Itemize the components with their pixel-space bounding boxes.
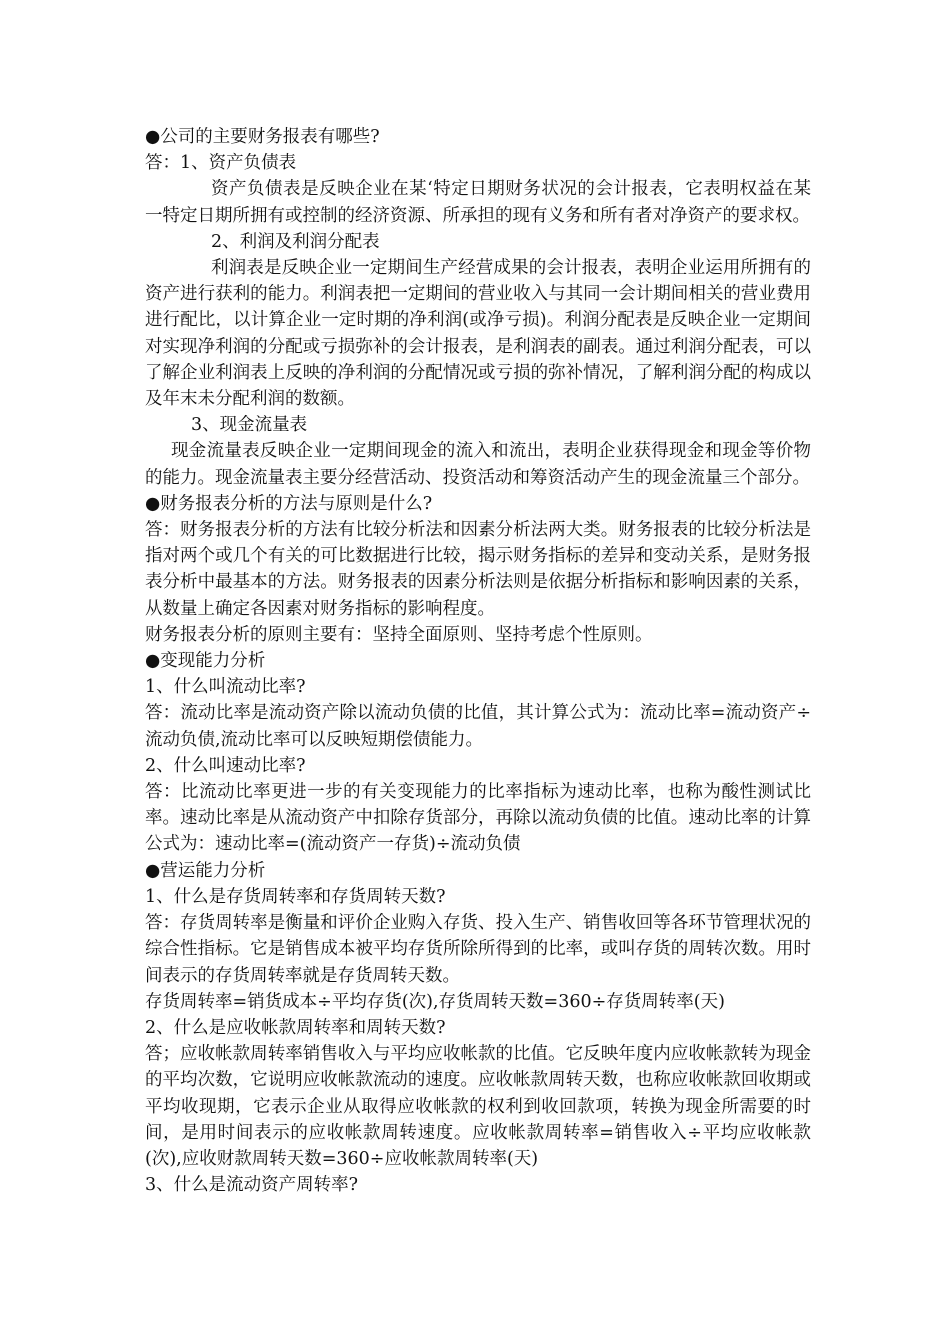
formula-inventory-turnover: 存货周转率=销货成本÷平均存货(次),存货周转天数=360÷存货周转率(天) bbox=[145, 991, 725, 1012]
item-income-statement: 2、利润及利润分配表 bbox=[211, 231, 380, 252]
paragraph-income-statement: 利润表是反映企业一定期间生产经营成果的会计报表，表明企业运用所拥有的资产进行获利的能力。利润表把一定期间的营业收入与其同一会计期间相关的营业费用进行配比，以计算企业一定时期的净利润(或净亏损)。利润分配表是反映企业一定期间对实现净利润的分配或亏损弥补的会计报表，是利润表的副表。通过利润分配表，可以了解企业利润表上反映的净利润的分配情况或亏损的弥补情况，了解利润分配的构成以及年末未分配利润的数额。 bbox=[145, 258, 811, 410]
paragraph-analysis-methods: 答：财务报表分析的方法有比较分析法和因素分析法两大类。财务报表的比较分析法是指对两个或几个有关的可比数据进行比较，揭示财务指标的差异和变动关系，是财务报表分析中最基本的方法。财务报表的因素分析法则是依据分析指标和影响因素的关系，从数量上确定各因素对财务指标的影响程度。 bbox=[145, 520, 811, 619]
paragraph-analysis-principles: 财务报表分析的原则主要有：坚持全面原则、坚持考虑个性原则。 bbox=[145, 624, 653, 645]
document-body bbox=[145, 124, 811, 1198]
paragraph-balance-sheet: 资产负债表是反映企业在某‘特定日期财务状况的会计报表，它表明权益在某一特定日期所拥有或控制的经济资源、所承担的现有义务和所有者对净资产的要求权。 bbox=[145, 179, 811, 226]
section-heading-financial-statements: ●公司的主要财务报表有哪些? bbox=[145, 127, 380, 147]
item-cash-flow-statement: 3、现金流量表 bbox=[191, 415, 308, 436]
question-current-ratio: 1、什么叫流动比率? bbox=[145, 677, 306, 698]
answer-receivables-turnover: 答；应收帐款周转率销售收入与平均应收帐款的比值。它反映年度内应收帐款转为现金的平均次数，它说明应收帐款流动的速度。应收帐款周转天数，也称应收帐款回收期或平均收现期，它表示企业从取得应收帐款的权利到收回款项，转换为现金所需要的时间，是用时间表示的应收帐款周转速度。应收帐款周转率=销售收入÷平均应收帐款(次),应收财款周转天数=360÷应收帐款周转率(天) bbox=[145, 1044, 811, 1169]
question-quick-ratio: 2、什么叫速动比率? bbox=[145, 755, 306, 776]
question-current-asset-turnover: 3、什么是流动资产周转率? bbox=[145, 1175, 359, 1196]
section-heading-analysis-methods: ●财务报表分析的方法与原则是什么? bbox=[145, 493, 433, 514]
question-receivables-turnover: 2、什么是应收帐款周转率和周转天数? bbox=[145, 1017, 446, 1038]
answer-item-balance-sheet: 答：1、资产负债表 bbox=[145, 153, 297, 174]
section-heading-liquidity: ●变现能力分析 bbox=[145, 651, 266, 672]
section-heading-operating-capability: ●营运能力分析 bbox=[145, 860, 266, 881]
answer-inventory-turnover: 答：存货周转率是衡量和评价企业购入存货、投入生产、销售收回等各环节管理状况的综合性指标。它是销售成本被平均存货所除所得到的比率，或叫存货的周转次数。用时间表示的存货周转率就是存货周转天数。 bbox=[145, 913, 811, 986]
paragraph-cash-flow-statement: 现金流量表反映企业一定期间现金的流入和流出，表明企业获得现金和现金等价物的能力。现金流量表主要分经营活动、投资活动和筹资活动产生的现金流量三个部分。 bbox=[145, 441, 811, 488]
question-inventory-turnover: 1、什么是存货周转率和存货周转天数? bbox=[145, 886, 446, 907]
answer-quick-ratio: 答：比流动比率更进一步的有关变现能力的比率指标为速动比率，也称为酸性测试比率。速动比率是从流动资产中扣除存货部分，再除以流动负债的比值。速动比率的计算公式为：速动比率=(流动资产一存货)÷流动负债 bbox=[145, 782, 811, 855]
answer-current-ratio: 答：流动比率是流动资产除以流动负债的比值，其计算公式为：流动比率=流动资产÷流动负债,流动比率可以反映短期偿债能力。 bbox=[145, 703, 811, 750]
